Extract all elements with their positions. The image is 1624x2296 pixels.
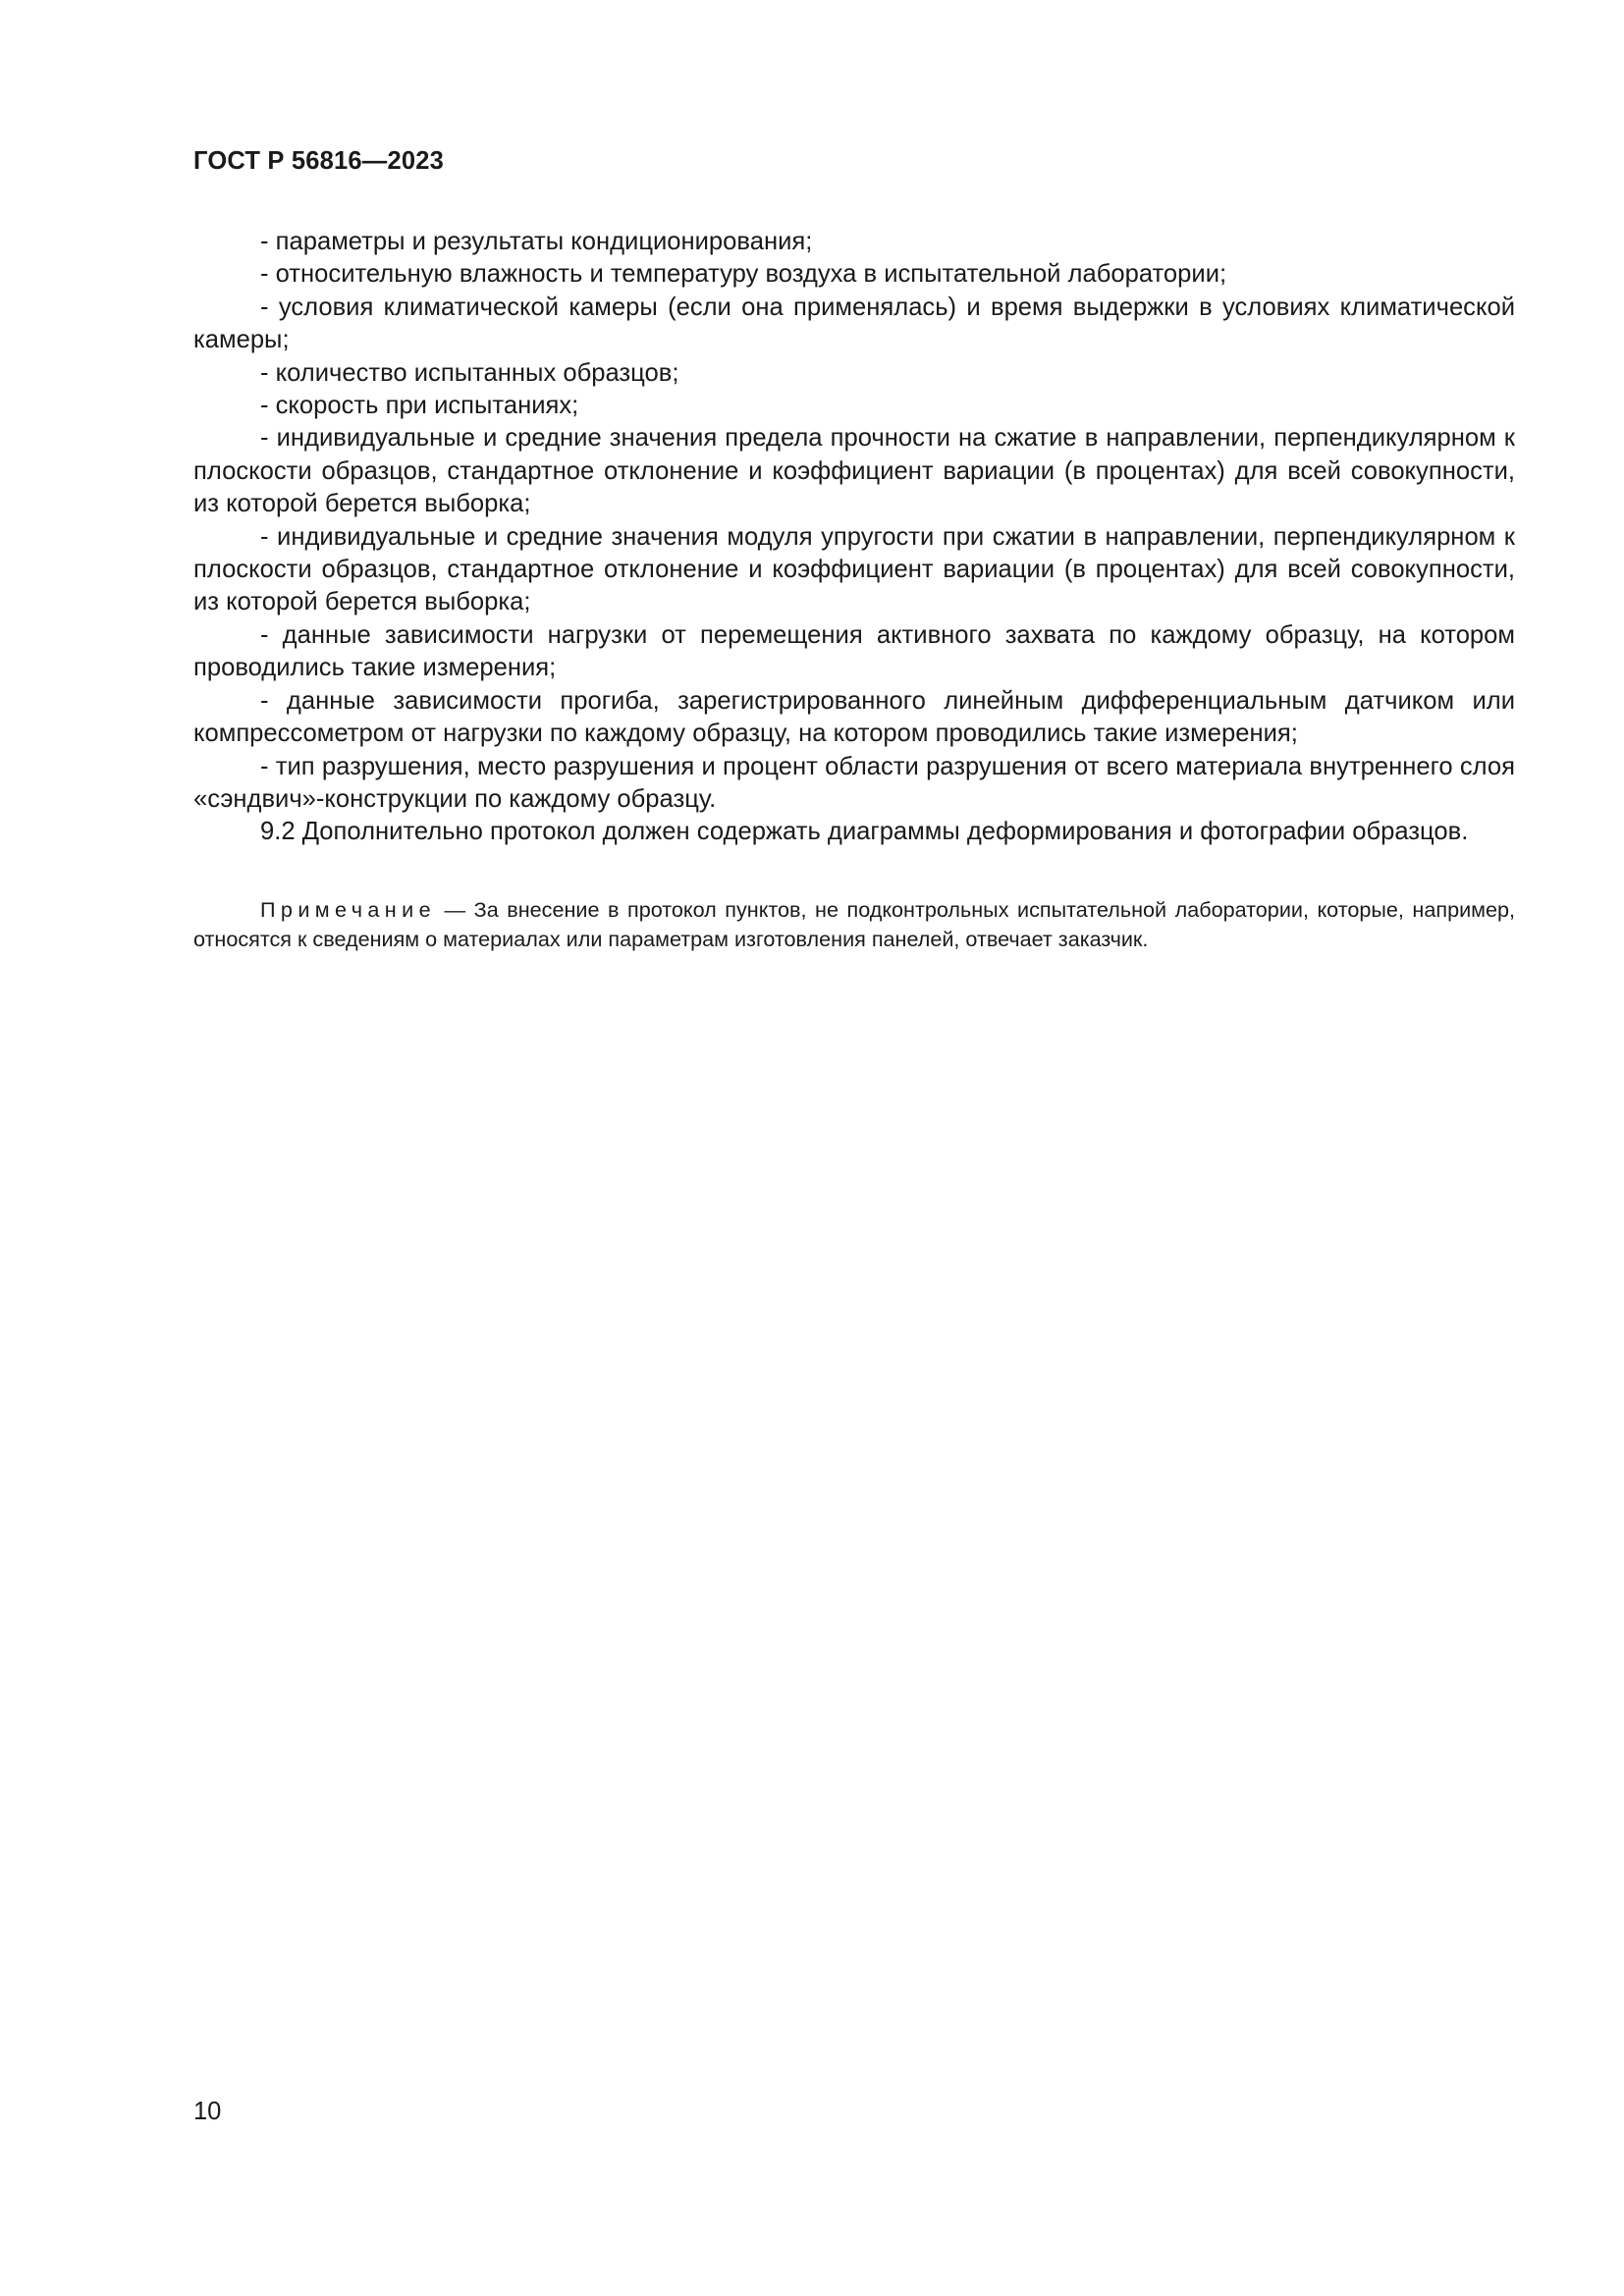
page-number: 10 [193,2098,222,2125]
list-item: - параметры и результаты кондиционирования; [260,228,813,255]
note [193,895,1515,953]
note-label: Примечание [260,897,436,922]
list-item: - данные зависимости прогиба, зарегистрированного линейным дифференциальным датчиком или компрессометром от нагрузки по каждому образцу, на котором проводились такие измерения; [193,686,1515,748]
section-paragraph: 9.2 Дополнительно протокол должен содержать диаграммы деформирования и фотографии образцов. [260,818,1469,846]
list-item: - количество испытанных образцов; [260,358,679,387]
list-item: - условия климатической камеры (если она применялась) и время выдержки в условиях климатической камеры; [193,293,1515,354]
document-body [193,226,1515,849]
document-code: ГОСТ Р 56816—2023 [193,147,445,175]
list-item: - скорость при испытаниях; [260,392,579,420]
list-item: - тип разрушения, место разрушения и процент области разрушения от всего материала внутреннего слоя «сэндвич»-конструкции по каждому образцу. [193,752,1515,813]
list-item: - индивидуальные и средние значения предела прочности на сжатие в направлении, перпендикулярном к плоскости образцов, стандартное отклонение и коэффициент вариации (в процентах) для всей совокупности, из которой берется выборка; [193,424,1515,518]
list-item: - относительную влажность и температуру воздуха в испытательной лаборатории; [260,260,1227,289]
note-text: — За внесение в протокол пунктов, не подконтрольных испытательной лаборатории, которые, например, относятся к сведениям о материалах или параметрам изготовления панелей, отвечает заказчик. [193,897,1515,951]
list-item: - индивидуальные и средние значения модуля упругости при сжатии в направлении, перпендикулярном к плоскости образцов, стандартное отклонение и коэффициент вариации (в процентах) для всей совокупности, из которой берется выборка; [193,522,1515,616]
list-item: - данные зависимости нагрузки от перемещения активного захвата по каждому образцу, на котором проводились такие измерения; [193,620,1515,682]
